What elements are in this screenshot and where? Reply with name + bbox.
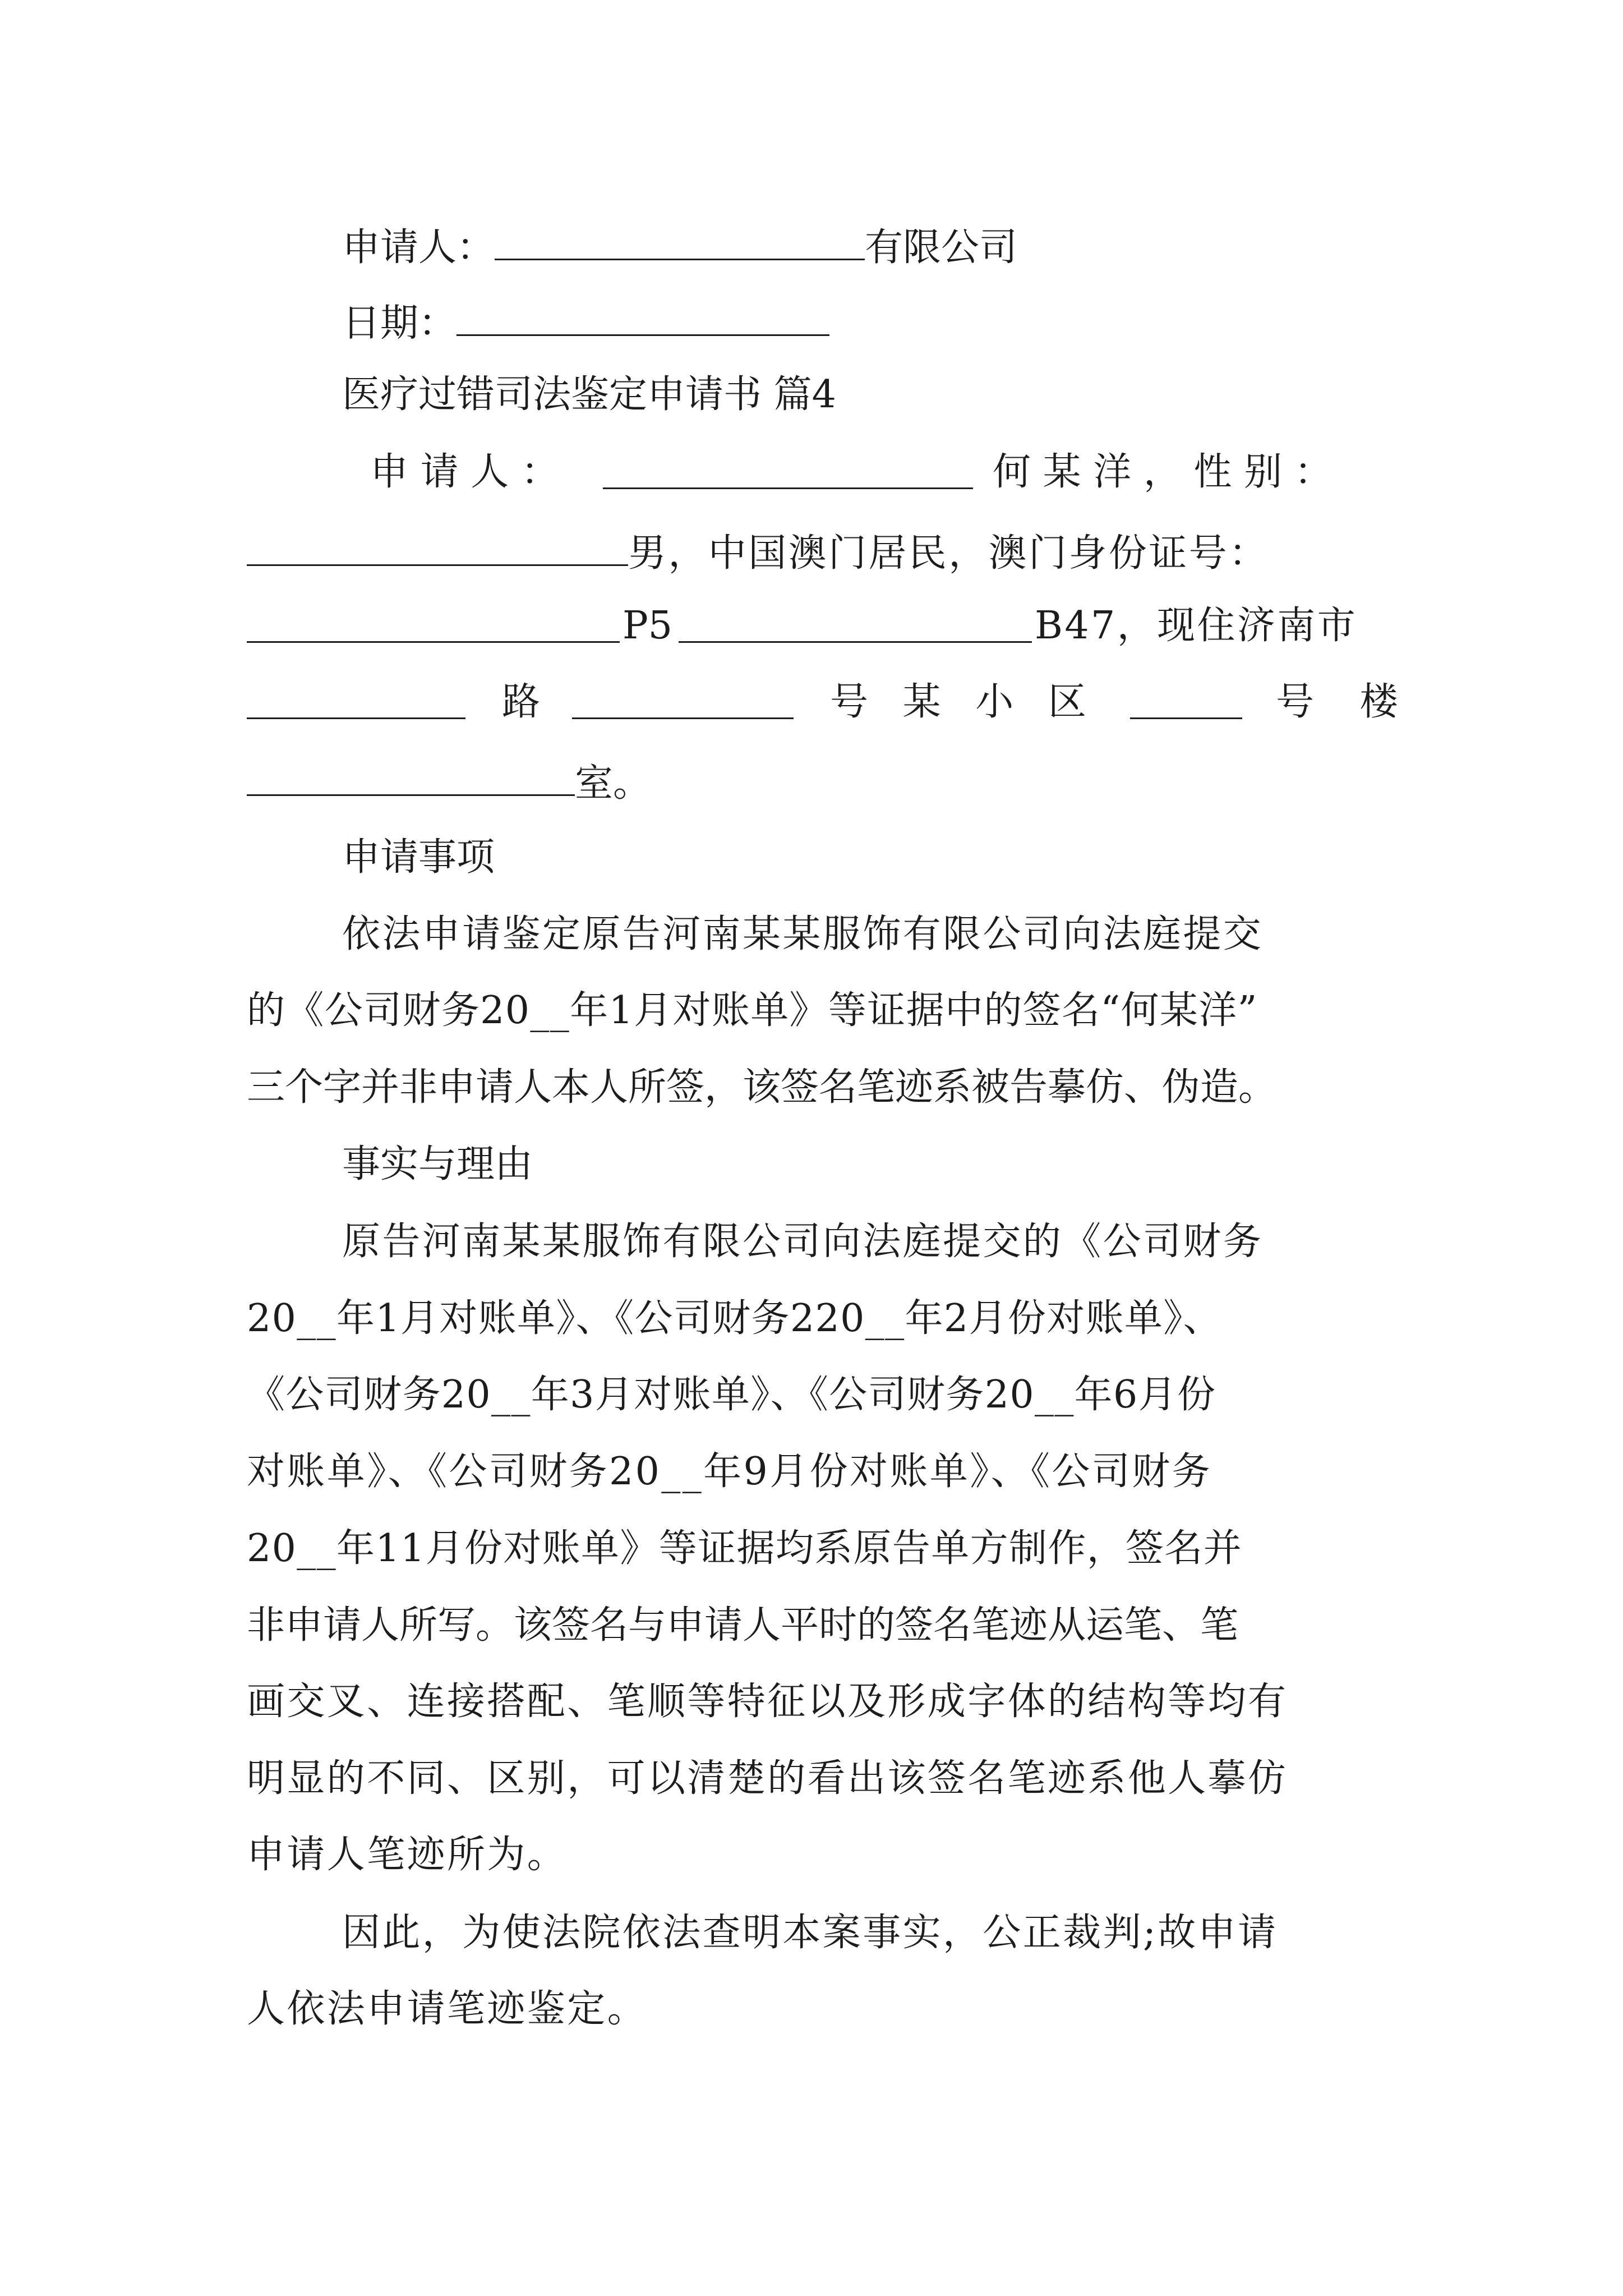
applicant-name-gender: 何 某 洋 ， 性 别 ： <box>993 450 1332 494</box>
number-community-label: 号 某 小 区 <box>830 680 1086 724</box>
heading-facts: 事实与理由 <box>342 1142 533 1186</box>
company-suffix: 有限公司 <box>865 226 1018 270</box>
id-b47-address: B47，现住济南市 <box>1035 604 1358 648</box>
applicant-info-blank-1 <box>603 453 973 489</box>
road-label: 路 <box>502 680 541 724</box>
facts-line-8: 明显的不同、区别，可以清楚的看出该签名笔迹系他人摹仿 <box>247 1756 1288 1801</box>
heading-request: 申请事项 <box>342 835 495 880</box>
room-blank <box>247 760 575 796</box>
nationality-id-text: 男，中国澳门居民，澳门身份证号： <box>628 531 1269 576</box>
road-blank <box>247 683 465 719</box>
applicant-line <box>342 224 1018 270</box>
request-line-3: 三个字并非申请人本人所签，该签名笔迹系被告摹仿、伪造。 <box>247 1065 1277 1110</box>
request-line-2: 的《公司财务20__年1月对账单》等证据中的签名“何某洋” <box>247 988 1258 1033</box>
conclusion-line-2: 人依法申请笔迹鉴定。 <box>247 1987 648 2031</box>
id-p5: P5 <box>623 604 673 648</box>
facts-line-9: 申请人笔迹所为。 <box>247 1833 568 1877</box>
request-line-1: 依法申请鉴定原告河南某某服饰有限公司向法庭提交 <box>342 912 1264 956</box>
conclusion-line-1: 因此，为使法院依法查明本案事实，公正裁判;故申请 <box>342 1911 1278 1955</box>
gender-blank <box>247 530 628 566</box>
applicant-info-label: 申 请 人 ： <box>370 450 559 494</box>
facts-line-7: 画交叉、连接搭配、笔顺等特征以及形成字体的结构等均有 <box>247 1680 1288 1724</box>
applicant-blank <box>495 224 865 260</box>
applicant-label: 申请人： <box>342 226 495 270</box>
building-blank <box>1130 683 1242 719</box>
date-line <box>342 300 829 346</box>
facts-line-4: 对账单》、《公司财务20__年9月份对账单》、《公司财务 <box>247 1450 1212 1494</box>
room-label: 室。 <box>575 761 652 806</box>
building-label: 号 楼 <box>1276 680 1398 724</box>
section-title: 医疗过错司法鉴定申请书 篇4 <box>342 372 836 417</box>
applicant-info-line-5 <box>247 760 652 806</box>
number-blank <box>572 683 794 719</box>
facts-line-5: 20__年11月份对账单》等证据均系原告单方制作，签名并 <box>247 1526 1243 1571</box>
facts-line-1: 原告河南某某服饰有限公司向法庭提交的《公司财务 <box>342 1220 1264 1264</box>
id-blank-2 <box>679 607 1032 643</box>
facts-line-2: 20__年1月对账单》、《公司财务220__年2月份对账单》、 <box>247 1296 1223 1341</box>
id-blank-1 <box>247 607 620 643</box>
facts-line-3: 《公司财务20__年3月对账单》、《公司财务20__年6月份 <box>247 1373 1216 1417</box>
date-blank <box>457 300 829 336</box>
facts-line-6: 非申请人所写。该签名与申请人平时的签名笔迹从运笔、笔 <box>247 1603 1239 1648</box>
date-label: 日期： <box>342 301 457 346</box>
applicant-info-line-2 <box>247 530 1269 576</box>
